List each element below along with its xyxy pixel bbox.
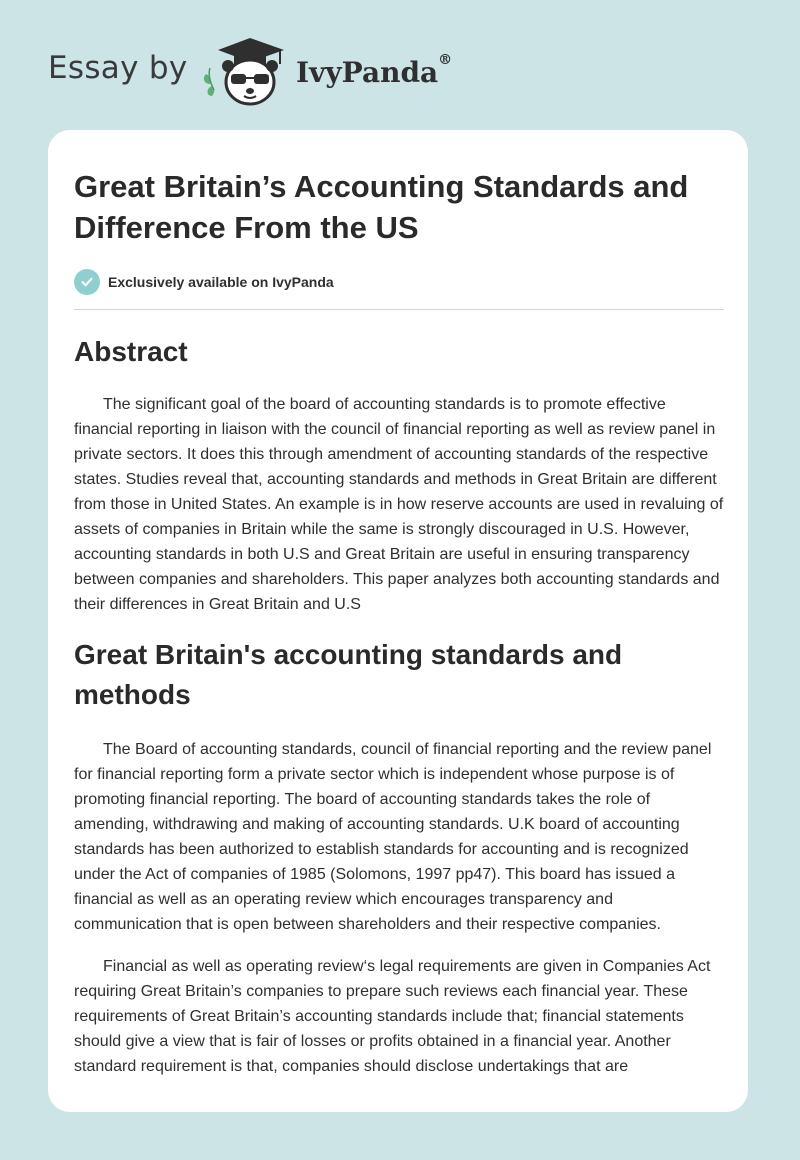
exclusive-badge [74, 268, 724, 296]
panda-graduate-icon[interactable] [200, 34, 292, 110]
brand-name[interactable] [296, 52, 453, 89]
brand-text: IvyPanda [296, 56, 439, 89]
paragraph: Financial as well as operating review‘s legal requirements are given in Companies Act requiring Great Britain’s companies to prepare such reviews each financial year. These requirements of Great Britain’s accounting standards include that; financial statements should give a view that is fair of losses or profits obtained in a financial year. Another standard requirement is that, companies should disclose undertakings that are [74, 958, 711, 1075]
divider [74, 309, 724, 310]
article-content [74, 130, 724, 1079]
ivy-leaf-icon [204, 68, 214, 96]
section-heading-abstract: Abstract [74, 336, 188, 367]
site-header [0, 0, 800, 130]
paragraph: The Board of accounting standards, council of financial reporting and the review panel for financial reporting form a private sector which is independent whose purpose is of promoting financial reporting. The board of accounting standards takes the role of amending, withdrawing and making of accounting standards. U.K board of accounting standards has been authorized to establish standards for accounting and is recognized under the Act of companies of 1985 (Solomons, 1997 pp47). This board has issued a financial as well as an operating review which encourages transparency and communication that is open between shareholders and their respective companies. [74, 741, 712, 933]
check-circle-icon [74, 269, 100, 295]
badge-text: Exclusively available on IvyPanda [108, 274, 334, 290]
article-title: Great Britain’s Accounting Standards and Difference From the US [74, 169, 689, 245]
paragraph: The significant goal of the board of accounting standards is to promote effective financial reporting in liaison with the council of financial reporting as well as review panel in private sectors. It does this through amendment of accounting standards of the respective states. Studies reveal that, accounting standards and methods in Great Britain are different from those in United States. An example is in how reserve accounts are used in revaluing of assets of companies in Britain while the same is strongly discouraged in U.S. However, accounting standards in both U.S and Great Britain are useful in ensuring transparency between companies and shareholders. This paper analyzes both accounting standards and their differences in Great Britain and U.S [74, 396, 724, 613]
essay-by-label: Essay by [48, 50, 188, 86]
article-card [48, 130, 748, 1112]
section-heading-standards: Great Britain's accounting standards and methods [74, 639, 623, 710]
registered-mark: ® [438, 52, 453, 68]
